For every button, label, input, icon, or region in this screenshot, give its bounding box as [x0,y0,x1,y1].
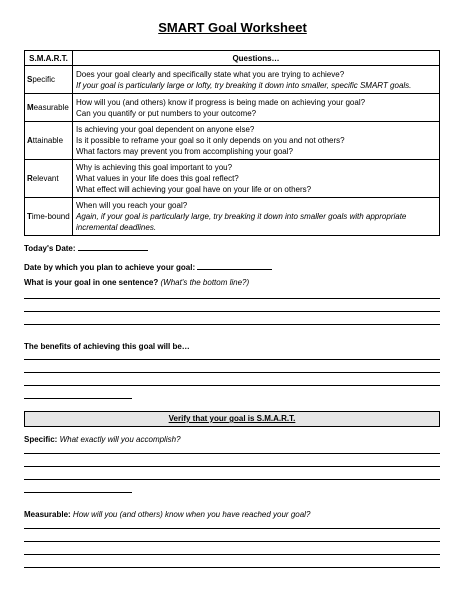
criterion-questions [73,122,440,160]
goal-prompt-hint: (What's the bottom line?) [160,278,250,287]
goal-line[interactable] [24,298,440,299]
measurable-prompt [24,510,310,519]
specific-prompt [24,435,181,444]
question-line: Is it possible to reframe your goal so it only depends on you and not others? [76,136,345,145]
question-line: What factors may prevent you from accomplishing your goal? [76,147,293,156]
todays-date-blank[interactable] [78,243,148,251]
page-title: SMART Goal Worksheet [158,20,307,35]
benefits-label: The benefits of achieving this goal will be… [24,342,190,351]
table-row [25,122,440,160]
question-line: Why is achieving this goal important to you? [76,163,233,172]
criterion-rest: pecific [32,75,56,84]
criterion-initial: M [27,103,34,112]
criterion-initial: R [27,174,33,183]
specific-label: Specific: [24,435,58,444]
criterion-questions [73,66,440,94]
criterion-label [25,160,73,198]
question-line: How will you (and others) know if progress is being made on achieving your goal? [76,97,366,107]
specific-line[interactable] [24,453,440,454]
specific-line[interactable] [24,466,440,467]
goal-prompt-label: What is your goal in one sentence? [24,278,159,287]
criterion-label [25,94,73,122]
measurable-line[interactable] [24,554,440,555]
smart-table-body [25,66,440,236]
question-line: Again, if your goal is particularly large, try breaking it down into smaller goals with appropriate incremental deadlines. [76,212,407,232]
question-line: Does your goal clearly and specifically state what you are trying to achieve? [76,69,345,79]
verify-heading: Verify that your goal is S.M.A.R.T. [24,411,440,427]
measurable-line[interactable] [24,541,440,542]
target-date-label: Date by which you plan to achieve your goal: [24,263,196,272]
table-row [25,198,440,236]
criterion-label [25,122,73,160]
todays-date-field [24,243,148,253]
measurable-hint: How will you (and others) know when you have reached your goal? [72,510,311,519]
question-line: Is achieving your goal dependent on anyone else? [76,125,255,134]
benefits-line[interactable] [24,398,132,399]
table-header-row [25,51,440,66]
criterion-initial: S [27,75,33,84]
goal-line[interactable] [24,324,440,325]
todays-date-label: Today's Date: [24,244,76,253]
header-smart: S.M.A.R.T. [25,51,73,66]
criterion-questions [73,198,440,236]
table-row [25,160,440,198]
table-row [25,94,440,122]
criterion-rest: elevant [32,174,59,183]
smart-table [24,50,440,236]
goal-prompt [24,278,249,287]
criterion-questions [73,94,440,122]
question-line: Can you quantify or put numbers to your outcome? [76,108,257,118]
measurable-line[interactable] [24,567,440,568]
criterion-initial: A [27,136,33,145]
criterion-rest: easurable [33,103,69,112]
question-line: What effect will achieving your goal have on your life or on others? [76,185,312,194]
target-date-field [24,262,272,272]
criterion-label [25,66,73,94]
criterion-questions [73,160,440,198]
criterion-label [25,198,73,236]
specific-hint: What exactly will you accomplish? [59,435,181,444]
goal-line[interactable] [24,311,440,312]
question-line: What values in your life does this goal reflect? [76,174,239,183]
table-row [25,66,440,94]
measurable-label: Measurable: [24,510,71,519]
criterion-initial: T [27,212,32,221]
measurable-line[interactable] [24,528,440,529]
criterion-rest: ime-bound [31,212,70,221]
question-line: If your goal is particularly large or lofty, try breaking it down into smaller, specific SMART goals. [76,80,412,90]
specific-line[interactable] [24,479,440,480]
benefits-line[interactable] [24,385,440,386]
benefits-line[interactable] [24,372,440,373]
question-line: When will you reach your goal? [76,201,188,210]
criterion-rest: ttainable [32,136,64,145]
specific-line[interactable] [24,492,132,493]
header-questions: Questions… [73,51,440,66]
benefits-line[interactable] [24,359,440,360]
target-date-blank[interactable] [197,262,272,270]
